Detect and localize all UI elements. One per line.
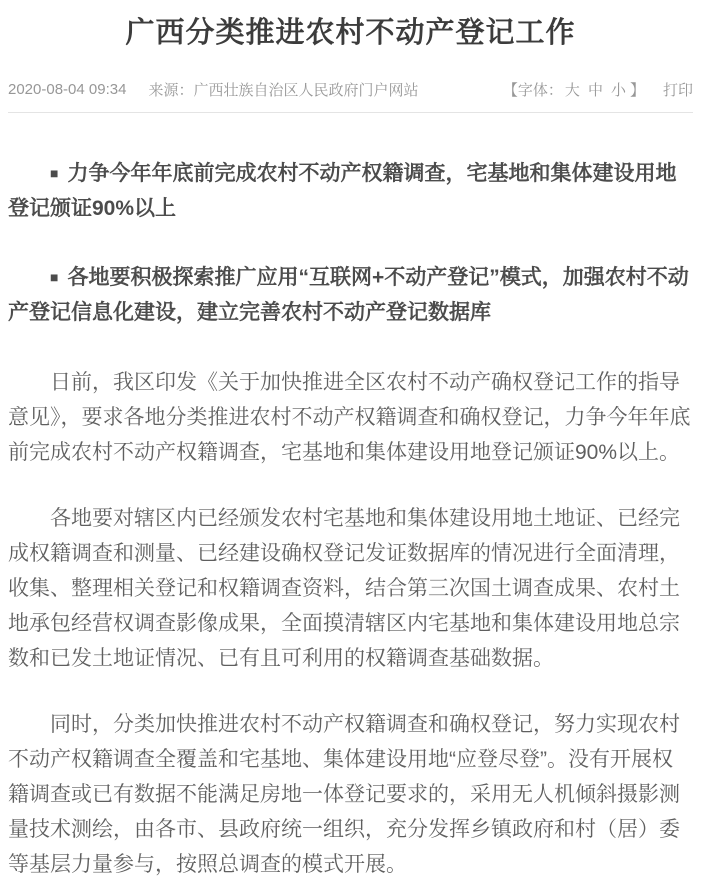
font-widget-open-bracket: 【 — [502, 82, 518, 99]
article-paragraph: 日前，我区印发《关于加快推进全区农村不动产确权登记工作的指导意见》，要求各地分类推进农村不动产权籍调查和确权登记，力争今年年底前完成农村不动产权籍调查，宅基地和集体建设用地登记颁证90%以上。 — [8, 371, 691, 464]
font-size-large-button[interactable]: 大 — [564, 82, 580, 99]
article-title: 广西分类推进农村不动产登记工作 — [125, 17, 576, 49]
meta-right-group — [503, 79, 693, 100]
publish-datetime: 2020-08-04 09:34 — [8, 81, 127, 98]
highlight-text: 各地要积极探索推广应用“互联网+不动产登记”模式，加强农村不动产登记信息化建设，建立完善农村不动产登记数据库 — [8, 266, 689, 324]
square-bullet-icon: ■ — [50, 165, 59, 181]
print-button[interactable]: 打印 — [662, 82, 693, 99]
meta-left-group — [8, 79, 418, 100]
article-paragraph: 同时，分类加快推进农村不动产权籍调查和确权登记，努力实现农村不动产权籍调查全覆盖和宅基地、集体建设用地“应登尽登”。没有开展权籍调查或已有数据不能满足房地一体登记要求的，采用无人机倾斜摄影测量技术测绘，由各市、县政府统一组织，充分发挥乡镇政府和村（居）委等基层力量参与，按照总调查的模式开展。 — [8, 713, 680, 876]
square-bullet-icon: ■ — [50, 269, 59, 285]
font-size-medium-button[interactable]: 中 — [587, 82, 603, 99]
font-widget-close-bracket: 】 — [629, 82, 645, 99]
article-content — [8, 113, 693, 882]
summary-highlight — [8, 157, 693, 225]
summary-highlight — [8, 261, 693, 329]
article-meta-bar — [8, 79, 693, 100]
article-paragraph: 各地要对辖区内已经颁发农村宅基地和集体建设用地土地证、已经完成权籍调查和测量、已经建设确权登记发证数据库的情况进行全面清理，收集、整理相关登记和权籍调查资料，结合第三次国土调查成果、农村土地承包经营权调查影像成果，全面摸清辖区内宅基地和集体建设用地总宗数和已发土地证情况、已有且可利用的权籍调查基础数据。 — [8, 507, 680, 670]
highlight-text: 力争今年年底前完成农村不动产权籍调查，宅基地和集体建设用地登记颁证90%以上 — [8, 162, 677, 220]
font-size-small-button[interactable]: 小 — [610, 82, 626, 99]
article-page — [0, 14, 701, 892]
article-source: 来源：广西壮族自治区人民政府门户网站 — [148, 82, 419, 99]
font-size-widget — [503, 79, 645, 100]
font-widget-label: 字体： — [517, 82, 563, 99]
